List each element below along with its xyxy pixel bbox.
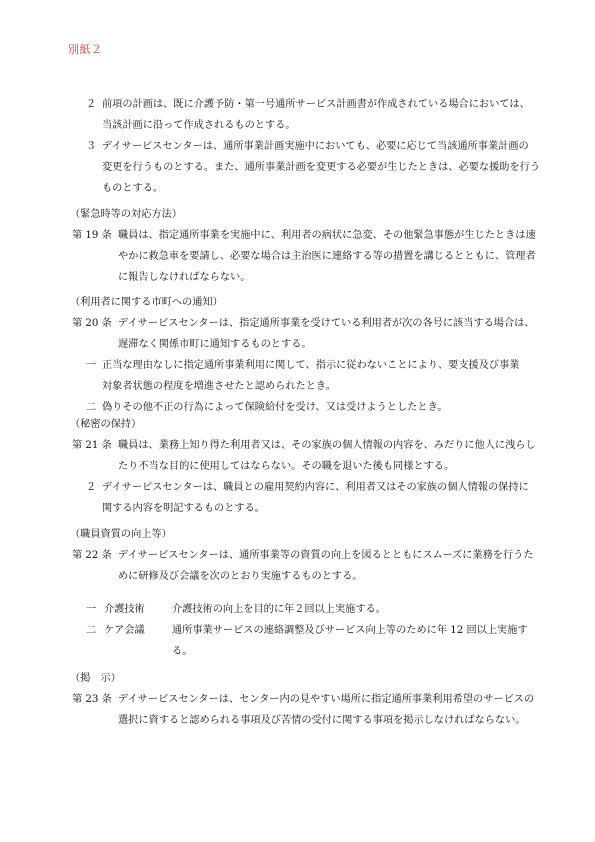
article-number: 第 20 条 xyxy=(72,318,112,329)
article-line: 遅滞なく関係市町に通知するものとする。 xyxy=(118,339,312,350)
paragraph-line: 関する内容を明記するものとする。 xyxy=(102,503,265,514)
item-line: 通所事業サービスの連絡調整及びサービス向上等のために年 12 回以上実施す xyxy=(172,625,528,636)
paragraph-number: ３ xyxy=(86,141,97,152)
item-line: 偽りその他不正の行為によって保険給付を受け、又は受けようとしたとき。 xyxy=(102,402,448,413)
article-number: 第 23 条 xyxy=(72,694,112,705)
article-line: 職員は、指定通所事業を実施中に、利用者の病状に急変、その他緊急事態が生じたときは速 xyxy=(118,230,536,241)
article-number: 第 21 条 xyxy=(72,440,112,451)
paragraph-line: 変更を行うものとする。また、通所事業計画を変更する必要が生じたときは、必要な援助を行う xyxy=(102,162,541,173)
item-number: 一 xyxy=(86,360,97,371)
article-heading: （掲 示） xyxy=(70,673,121,684)
article-heading: （職員資質の向上等） xyxy=(70,529,172,540)
article-line: めに研修及び会議を次のとおり実施するものとする。 xyxy=(118,571,363,582)
article-line: に報告しなければならない。 xyxy=(118,272,251,283)
article-heading: （緊急時等の対応方法） xyxy=(70,209,183,220)
article-line: たり不当な目的に使用してはならない。その職を退いた後も同様とする。 xyxy=(118,461,455,472)
article-heading: （利用者に関する市町への通知） xyxy=(70,297,223,308)
article-line: 職員は、業務上知り得た利用者又は、その家族の個人情報の内容を、みだりに他人に洩らし xyxy=(118,440,536,451)
paragraph-line: ものとする。 xyxy=(102,183,164,194)
item-line: 正当な理由なしに指定通所事業利用に関して、指示に従わないことにより、要支援及び事業 xyxy=(102,360,520,371)
article-line: やかに救急車を要請し、必要な場合は主治医に連絡する等の措置を講じるとともに、管理者 xyxy=(118,251,536,262)
article-line: デイサービスセンターは、指定通所事業を受けている利用者が次の各号に該当する場合は、 xyxy=(118,318,535,329)
item-line: 対象者状態の程度を増進させたと認められたとき。 xyxy=(102,381,336,392)
paragraph-line: 前項の計画は、既に介護予防・第一号通所サービス計画書が作成されている場合においては、 xyxy=(102,99,530,110)
attachment-label: 別紙２ xyxy=(68,43,103,56)
item-term: 介護技術 xyxy=(104,604,145,615)
article-line: デイサービスセンターは、通所事業等の資質の向上を図るとともにスムーズに業務を行うた xyxy=(118,550,534,561)
item-term: ケア会議 xyxy=(104,625,145,636)
item-number: 二 xyxy=(86,402,97,413)
item-line: る。 xyxy=(172,646,193,657)
article-line: 選択に資すると認められる事項及び苦情の受付に関する事項を掲示しなければならない。 xyxy=(118,715,526,726)
paragraph-number: ２ xyxy=(86,99,97,110)
item-number: 二 xyxy=(86,625,97,636)
paragraph-line: 当該計画に沿って作成されるものとする。 xyxy=(102,120,296,131)
paragraph-line: デイサービスセンターは、職員との雇用契約内容に、利用者又はその家族の個人情報の保持に xyxy=(102,482,529,493)
paragraph-number: ２ xyxy=(86,482,97,493)
article-number: 第 22 条 xyxy=(72,550,112,561)
item-number: 一 xyxy=(86,604,97,615)
article-heading: （秘密の保持） xyxy=(70,419,142,430)
item-line: 介護技術の向上を目的に年２回以上実施する。 xyxy=(172,604,386,615)
article-number: 第 19 条 xyxy=(72,230,112,241)
paragraph-line: デイサービスセンターは、通所事業計画実施中においても、必要に応じて当該通所事業計画の xyxy=(102,141,529,152)
article-line: デイサービスセンターは、センター内の見やすい場所に指定通所事業利用希望のサービスの xyxy=(118,694,535,705)
